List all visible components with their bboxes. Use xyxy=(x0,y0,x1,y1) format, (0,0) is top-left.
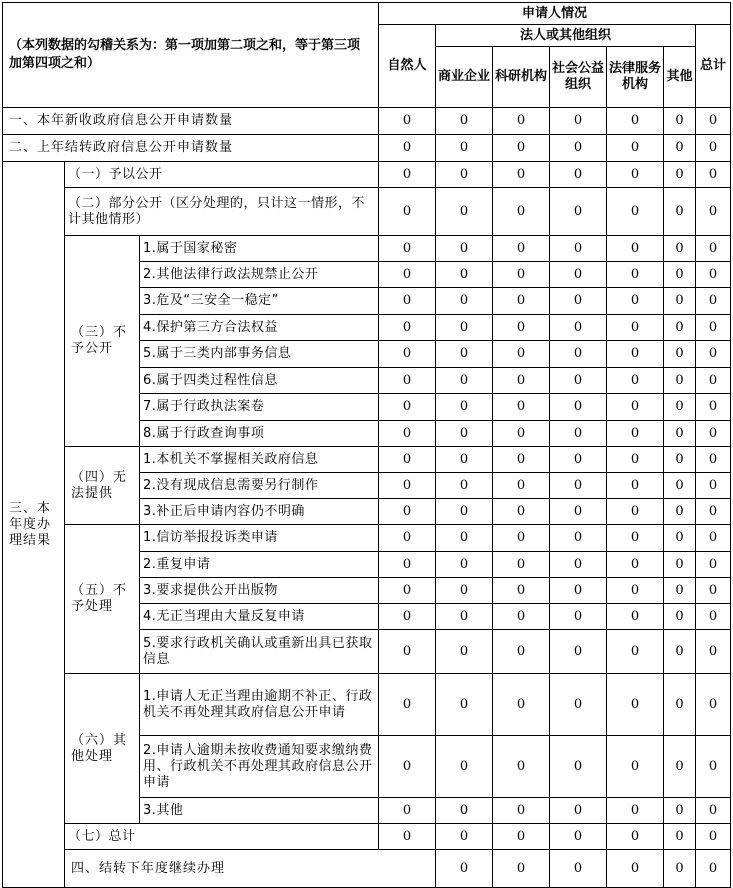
cell-value: 0 xyxy=(664,552,696,578)
cell-value: 0 xyxy=(379,630,436,674)
cell-value: 0 xyxy=(607,552,664,578)
cell-value: 0 xyxy=(379,421,436,447)
cell-value: 0 xyxy=(664,236,696,262)
cell-value: 0 xyxy=(696,630,731,674)
cell-value: 0 xyxy=(696,288,731,315)
cell-value: 0 xyxy=(436,499,493,525)
row-label: 3.要求提供公开出版物 xyxy=(140,578,379,604)
cell-value: 0 xyxy=(696,108,731,135)
row-label: 5.要求行政机关确认或重新出具已获取信息 xyxy=(140,630,379,674)
cell-value: 0 xyxy=(436,604,493,630)
cell-value: 0 xyxy=(696,798,731,824)
cell-value: 0 xyxy=(436,135,493,162)
cell-value: 0 xyxy=(550,552,607,578)
row-label: 2.没有现成信息需要另行制作 xyxy=(140,473,379,499)
cell-value: 0 xyxy=(607,341,664,368)
cell-value: 0 xyxy=(493,473,550,499)
row-label: 1.属于国家秘密 xyxy=(140,236,379,262)
group-label: （五）不予处理 xyxy=(65,525,140,674)
table-row xyxy=(3,135,731,162)
cell-value: 0 xyxy=(493,447,550,473)
cell-value: 0 xyxy=(436,368,493,394)
cell-value: 0 xyxy=(607,288,664,315)
cell-value: 0 xyxy=(696,850,731,888)
cell-value: 0 xyxy=(550,798,607,824)
cell-value: 0 xyxy=(493,824,550,850)
cell-value: 0 xyxy=(379,552,436,578)
business-header: 商业企业 xyxy=(436,47,493,108)
cell-value: 0 xyxy=(696,188,731,236)
cell-value: 0 xyxy=(664,578,696,604)
row-label: （一）予以公开 xyxy=(65,162,379,188)
table-row xyxy=(3,850,731,888)
cell-value: 0 xyxy=(493,368,550,394)
cell-value: 0 xyxy=(436,162,493,188)
cell-value: 0 xyxy=(696,135,731,162)
cell-value: 0 xyxy=(550,824,607,850)
cell-value: 0 xyxy=(696,578,731,604)
row-label: 4.无正当理由大量反复申请 xyxy=(140,604,379,630)
cell-value: 0 xyxy=(550,499,607,525)
public-welfare-header: 社会公益组织 xyxy=(550,47,607,108)
cell-value: 0 xyxy=(664,473,696,499)
cell-value: 0 xyxy=(664,736,696,798)
group-label: （三）不予公开 xyxy=(65,236,140,447)
cell-value: 0 xyxy=(436,850,493,888)
cell-value: 0 xyxy=(550,188,607,236)
table-row xyxy=(3,525,731,552)
cell-value: 0 xyxy=(436,447,493,473)
cell-value: 0 xyxy=(550,236,607,262)
cell-value: 0 xyxy=(696,315,731,341)
cell-value: 0 xyxy=(493,135,550,162)
cell-value: 0 xyxy=(379,604,436,630)
row-label: 2.其他法律行政法规禁止公开 xyxy=(140,262,379,288)
cell-value: 0 xyxy=(550,421,607,447)
cell-value: 0 xyxy=(436,552,493,578)
cell-value: 0 xyxy=(379,473,436,499)
cell-value: 0 xyxy=(436,188,493,236)
cell-value: 0 xyxy=(664,850,696,888)
cell-value: 0 xyxy=(436,394,493,421)
row-label: 1.信访举报投诉类申请 xyxy=(140,525,379,552)
row-label: 3.补正后申请内容仍不明确 xyxy=(140,499,379,525)
cell-value: 0 xyxy=(607,473,664,499)
row-label: 1.本机关不掌握相关政府信息 xyxy=(140,447,379,473)
cell-value: 0 xyxy=(696,736,731,798)
header-row-1 xyxy=(3,3,731,25)
section-3-label: 三、本年度办理结果 xyxy=(3,162,65,888)
cell-value: 0 xyxy=(550,288,607,315)
cell-value: 0 xyxy=(664,288,696,315)
row-label: 3.其他 xyxy=(140,798,379,824)
row-label: （二）部分公开（区分处理的，只计这一情形，不计其他情形） xyxy=(65,188,379,236)
cell-value: 0 xyxy=(550,473,607,499)
cell-value: 0 xyxy=(550,262,607,288)
table-row xyxy=(3,108,731,135)
cell-value: 0 xyxy=(664,315,696,341)
cell-value: 0 xyxy=(664,162,696,188)
cell-value: 0 xyxy=(550,578,607,604)
cell-value: 0 xyxy=(607,525,664,552)
cell-value: 0 xyxy=(550,447,607,473)
cell-value: 0 xyxy=(379,736,436,798)
cell-value: 0 xyxy=(607,135,664,162)
cell-value: 0 xyxy=(550,108,607,135)
cell-value: 0 xyxy=(664,341,696,368)
cell-value: 0 xyxy=(436,578,493,604)
cell-value: 0 xyxy=(550,604,607,630)
cell-value: 0 xyxy=(664,604,696,630)
cell-value: 0 xyxy=(696,473,731,499)
cell-value: 0 xyxy=(607,850,664,888)
cell-value: 0 xyxy=(696,447,731,473)
row-label: 8.属于行政查询事项 xyxy=(140,421,379,447)
cell-value: 0 xyxy=(493,630,550,674)
cell-value: 0 xyxy=(607,188,664,236)
cell-value: 0 xyxy=(664,798,696,824)
cell-value: 0 xyxy=(607,315,664,341)
calculation-note: （本列数据的勾稽关系为：第一项加第二项之和，等于第三项加第四项之和） xyxy=(3,3,379,108)
cell-value: 0 xyxy=(550,736,607,798)
cell-value: 0 xyxy=(493,288,550,315)
cell-value: 0 xyxy=(436,262,493,288)
cell-value: 0 xyxy=(379,262,436,288)
cell-value: 0 xyxy=(664,108,696,135)
table-row xyxy=(3,162,731,188)
row-label: 一、本年新收政府信息公开申请数量 xyxy=(3,108,379,135)
cell-value: 0 xyxy=(493,674,550,736)
cell-value: 0 xyxy=(550,674,607,736)
cell-value: 0 xyxy=(493,162,550,188)
cell-value: 0 xyxy=(607,368,664,394)
cell-value: 0 xyxy=(696,525,731,552)
total-header: 总计 xyxy=(696,25,731,108)
cell-value: 0 xyxy=(379,162,436,188)
cell-value: 0 xyxy=(379,447,436,473)
row-label: （七）总计 xyxy=(65,824,379,850)
cell-value: 0 xyxy=(664,368,696,394)
cell-value: 0 xyxy=(379,499,436,525)
cell-value: 0 xyxy=(493,552,550,578)
cell-value: 0 xyxy=(379,578,436,604)
cell-value: 0 xyxy=(550,850,607,888)
cell-value: 0 xyxy=(436,674,493,736)
cell-value: 0 xyxy=(436,798,493,824)
row-label: 6.属于四类过程性信息 xyxy=(140,368,379,394)
cell-value: 0 xyxy=(607,394,664,421)
cell-value: 0 xyxy=(436,108,493,135)
cell-value: 0 xyxy=(493,236,550,262)
cell-value: 0 xyxy=(664,394,696,421)
cell-value: 0 xyxy=(493,421,550,447)
cell-value: 0 xyxy=(607,798,664,824)
table-row xyxy=(3,674,731,736)
cell-value: 0 xyxy=(493,499,550,525)
row-label: 3.危及“三安全一稳定” xyxy=(140,288,379,315)
cell-value: 0 xyxy=(493,736,550,798)
cell-value: 0 xyxy=(607,108,664,135)
other-header: 其他 xyxy=(664,47,696,108)
cell-value: 0 xyxy=(493,798,550,824)
cell-value: 0 xyxy=(379,394,436,421)
cell-value: 0 xyxy=(607,630,664,674)
cell-value: 0 xyxy=(379,368,436,394)
table-row xyxy=(3,824,731,850)
cell-value: 0 xyxy=(436,824,493,850)
group-label: （六）其他处理 xyxy=(65,674,140,824)
cell-value: 0 xyxy=(550,394,607,421)
row-label: 1.申请人无正当理由逾期不补正、行政机关不再处理其政府信息公开申请 xyxy=(140,674,379,736)
cell-value: 0 xyxy=(607,499,664,525)
cell-value: 0 xyxy=(493,108,550,135)
cell-value: 0 xyxy=(664,447,696,473)
cell-value: 0 xyxy=(436,315,493,341)
disclosure-statistics-table xyxy=(2,2,731,888)
research-header: 科研机构 xyxy=(493,47,550,108)
cell-value: 0 xyxy=(436,421,493,447)
cell-value: 0 xyxy=(696,421,731,447)
cell-value: 0 xyxy=(379,824,436,850)
cell-value: 0 xyxy=(436,288,493,315)
cell-value: 0 xyxy=(607,447,664,473)
cell-value: 0 xyxy=(607,578,664,604)
cell-value: 0 xyxy=(696,824,731,850)
cell-value: 0 xyxy=(550,162,607,188)
legal-service-header: 法律服务机构 xyxy=(607,47,664,108)
cell-value: 0 xyxy=(436,736,493,798)
cell-value: 0 xyxy=(550,525,607,552)
cell-value: 0 xyxy=(550,135,607,162)
cell-value: 0 xyxy=(664,188,696,236)
cell-value: 0 xyxy=(696,236,731,262)
cell-value: 0 xyxy=(696,394,731,421)
row-label: 5.属于三类内部事务信息 xyxy=(140,341,379,368)
cell-value: 0 xyxy=(379,525,436,552)
row-label: 2.重复申请 xyxy=(140,552,379,578)
cell-value: 0 xyxy=(607,421,664,447)
cell-value: 0 xyxy=(379,341,436,368)
cell-value: 0 xyxy=(696,674,731,736)
cell-value: 0 xyxy=(436,525,493,552)
cell-value: 0 xyxy=(379,798,436,824)
cell-value: 0 xyxy=(696,262,731,288)
cell-value: 0 xyxy=(696,604,731,630)
cell-value: 0 xyxy=(436,630,493,674)
row-label: 二、上年结转政府信息公开申请数量 xyxy=(3,135,379,162)
cell-value: 0 xyxy=(379,135,436,162)
table-row xyxy=(3,447,731,473)
cell-value: 0 xyxy=(379,288,436,315)
cell-value: 0 xyxy=(696,341,731,368)
cell-value: 0 xyxy=(493,188,550,236)
cell-value: 0 xyxy=(379,188,436,236)
cell-value: 0 xyxy=(493,604,550,630)
cell-value: 0 xyxy=(607,674,664,736)
cell-value: 0 xyxy=(607,604,664,630)
cell-value: 0 xyxy=(664,824,696,850)
cell-value: 0 xyxy=(493,850,550,888)
cell-value: 0 xyxy=(607,824,664,850)
cell-value: 0 xyxy=(436,473,493,499)
cell-value: 0 xyxy=(607,236,664,262)
table-row xyxy=(3,236,731,262)
cell-value: 0 xyxy=(607,736,664,798)
cell-value: 0 xyxy=(664,630,696,674)
cell-value: 0 xyxy=(607,262,664,288)
cell-value: 0 xyxy=(493,341,550,368)
cell-value: 0 xyxy=(664,499,696,525)
legal-person-group-header: 法人或其他组织 xyxy=(436,25,696,47)
applicant-situation-header: 申请人情况 xyxy=(379,3,731,25)
cell-value: 0 xyxy=(493,315,550,341)
cell-value: 0 xyxy=(550,630,607,674)
cell-value: 0 xyxy=(379,674,436,736)
group-label: （四）无法提供 xyxy=(65,447,140,525)
cell-value: 0 xyxy=(493,394,550,421)
row-label: 4.保护第三方合法权益 xyxy=(140,315,379,341)
cell-value: 0 xyxy=(664,262,696,288)
row-label: 7.属于行政执法案卷 xyxy=(140,394,379,421)
cell-value: 0 xyxy=(493,262,550,288)
cell-value: 0 xyxy=(493,525,550,552)
cell-value: 0 xyxy=(379,108,436,135)
cell-value: 0 xyxy=(696,499,731,525)
cell-value: 0 xyxy=(664,674,696,736)
cell-value: 0 xyxy=(550,341,607,368)
cell-value: 0 xyxy=(696,162,731,188)
cell-value: 0 xyxy=(436,341,493,368)
table-row xyxy=(3,188,731,236)
row-label: 2.申请人逾期未按收费通知要求缴纳费用、行政机关不再处理其政府信息公开申请 xyxy=(140,736,379,798)
cell-value: 0 xyxy=(436,236,493,262)
cell-value: 0 xyxy=(664,525,696,552)
cell-value: 0 xyxy=(379,315,436,341)
cell-value: 0 xyxy=(696,552,731,578)
cell-value: 0 xyxy=(550,368,607,394)
natural-person-header: 自然人 xyxy=(379,25,436,108)
cell-value: 0 xyxy=(493,578,550,604)
cell-value: 0 xyxy=(664,135,696,162)
cell-value: 0 xyxy=(607,162,664,188)
cell-value: 0 xyxy=(664,421,696,447)
cell-value: 0 xyxy=(379,236,436,262)
cell-value: 0 xyxy=(696,368,731,394)
row-label: 四、结转下年度继续办理 xyxy=(65,850,436,888)
cell-value: 0 xyxy=(550,315,607,341)
